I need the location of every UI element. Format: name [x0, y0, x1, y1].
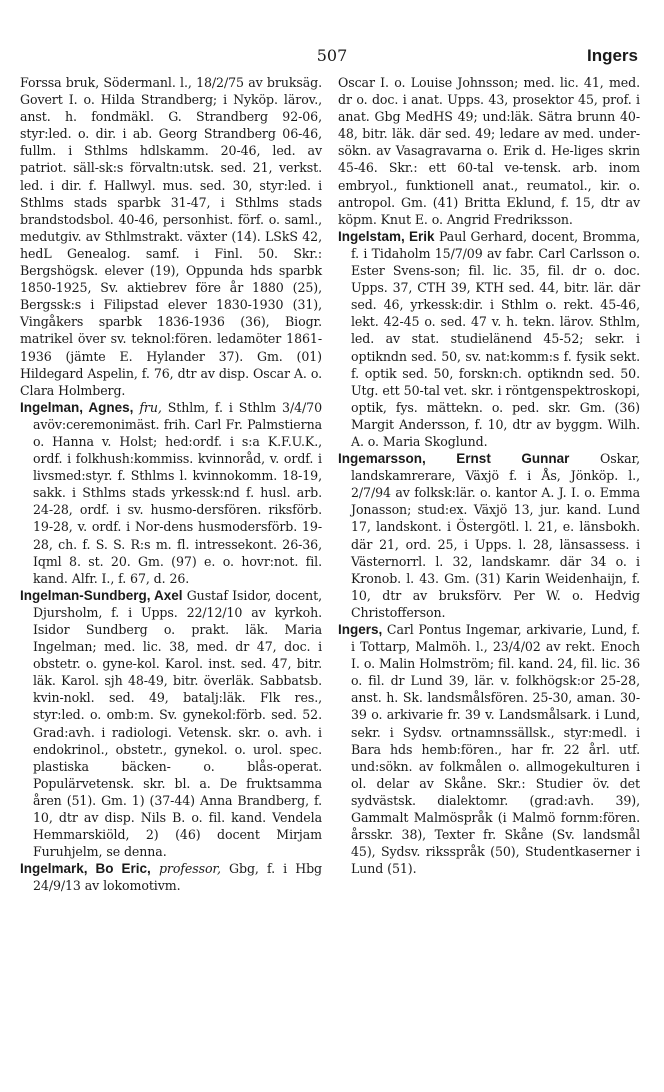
entry-text: Oskar, landskamrerare, Växjö f. i Ås, Jönköp. l., 2/7/94 av folksk:lär. o. kantor A. J. I. o. Emma Jonasson; stud:ex. Växjö 13, jur. kand. Lund 17, landskont. i Östergötl. l. 21, e. länsbokh. där 21, ord. 25, i Upps. l. 28, länsassess. i Västernorrl. l. 32, landskamr. där 34 o. i Kronob. l. 43. Gm. (31) Karin Weidenhaijn, f. 10, dtr av bruksförv. Per W. o. Hedvig Christofferson. — [351, 451, 640, 620]
entry-headword: Ingelman, Agnes, — [20, 399, 134, 415]
entry-ingemarsson — [338, 450, 640, 621]
entry-text: Gustaf Isidor, docent, Djursholm, f. i Upps. 22/12/10 av kyrkoh. Isidor Sundberg o. prakt. läk. Maria Ingelman; med. lic. 38, med. dr 47, doc. i obstetr. o. gyne-kol. Karol. inst. sed. 47, bitr. läk. Karol. sjh 48-49, bitr. överläk. Sabbatsb. kvin-nokl. sed. 49, batalj:läk. Flk res., styr:led. o. omb:m. Sv. gynekol:förb. sed. 52. Grad:avh. i radiologi. Vetensk. skr. o. avh. i endokrinol., obstetr., gynekol. o. urol. spec. plastiska bäcken- o. blås-operat. Populärvetensk. skr. bl. a. De fruktsamma åren (51). Gm. 1) (37-44) Anna Brandberg, f. 10, dtr av disp. Nils B. o. fil. kand. Vendela Hemmarskiöld, 2) (46) docent Mirjam Furuhjelm, se denna. — [33, 587, 322, 860]
entry-occupation: fru, — [139, 399, 162, 415]
right-column — [338, 74, 640, 877]
entry-headword: Ingemarsson, Ernst Gunnar — [338, 451, 570, 467]
entry-text: Paul Gerhard, docent, Bromma, f. i Tidaholm 15/7/09 av fabr. Carl Carlsson o. Ester Svens-son; fil. lic. 35, fil. dr o. doc. Upps. 37, CTH 39, KTH sed. 44, bitr. lär. där sed. 46, yrkessk:dir. i Sthlm o. rekt. 45-46, lekt. 42-45 o. sed. 47 v. h. tekn. lärov. Sthlm, led. av stat. studielänend 45-52; sekr. i optikndn sed. 50, sv. nat:komm:s f. fysik sekt. f. optik sed. 50, forskn:ch. optikndn sed. 50. Utg. ett 50-tal vet. skr. i röntgenspektroskopi, optik, fys. mättekn. o. ped. skr. Gm. (36) Margit Andersson, f. 10, dtr av byggm. Wilh. A. o. Maria Skoglund. — [351, 228, 641, 449]
entry-headword: Ingelstam, Erik — [338, 228, 435, 244]
entry-text: Gbg, f. i Hbg 24/9/13 av lokomotivm. — [33, 861, 323, 894]
entry-occupation: professor, — [158, 861, 221, 877]
entry-ingelmark — [20, 860, 322, 894]
entry-headword: Ingelman-Sundberg, Axel — [20, 587, 183, 603]
entry-headword: Ingelmark, Bo Eric, — [20, 861, 151, 877]
continued-entry: Oscar I. o. Louise Johnsson; med. lic. 41, med. dr o. doc. i anat. Upps. 43, prosektor 45, prof. i anat. Gbg MedHS 49; und:läk. Sätra brunn 40-48, bitr. läk. där sed. 49; ledare av med. under-sökn. av Vasagravarna o. Erik d. He-liges skrin 45-46. Skr.: ett 60-tal ve-tensk. arb. inom embryol., funktionell anat., reumatol., kir. o. antropol. Gm. (41) Britta Eklund, f. 15, dtr av köpm. Knut E. o. Angrid Fredriksson. — [338, 75, 640, 227]
running-head: Ingers — [586, 46, 638, 65]
entry-headword: Ingers, — [338, 622, 383, 637]
entry-ingers — [338, 621, 640, 877]
left-column — [20, 74, 322, 895]
entry-text: Carl Pontus Ingemar, arkivarie, Lund, f. i Tottarp, Malmöh. l., 23/4/02 av rekt. Enoch I. o. Malin Holmström; fil. kand. 24, fil. lic. 36 o. fil. dr Lund 39, lär. v. folkhögsk:or 25-28, anst. h. Sk. landsmålsfören. 25-30, aman. 30-39 o. arkivarie fr. 39 v. Landsmålsark. i Lund, sekr. i Sydsv. ortnamnssällsk., styr:medl. i Bara hds hemb:fören., har fr. 22 årl. utf. und:sökn. av folkmålen o. allmogekulturen i ol. delar av Skåne. Skr.: Studier öv. det sydvästsk. dialektomr. (grad:avh. 39), Gammalt Malmöspråk (i Malmö fornm:fören. årsskr. 38), Texter fr. Skåne (Sv. landsmål 45), Sydsv. riksspråk (50), Studentkaserner i Lund (51). — [351, 622, 641, 877]
entry-ingelman-agnes — [20, 399, 322, 587]
entry-ingelman-sundberg — [20, 587, 322, 861]
entry-text: Sthlm, f. i Sthlm 3/4/70 avöv:ceremonimäst. frih. Carl Fr. Palmstierna o. Hanna v. Holst; hed:ordf. i s:a K.F.U.K., ordf. i folkhush:kommiss. kvinnoråd, v. ordf. i livsmed:styr. f. Sthlms l. kvinnokomm. 18-19, sakk. i Sthlms stads yrkessk:nd f. husl. arb. 24-28, ordf. i sv. husmo-dersfören. riksförb. 19-28, v. ordf. i Nor-dens husmodersförb. 19-28, ch. f. S. S. R:s m. fl. intressekont. 26-36, Iqml 8. st. 20. Gm. (97) e. o. hovr:not. fil. kand. Alfr. I., f. 67, d. 26. — [33, 399, 322, 586]
continued-entry: Forssa bruk, Södermanl. l., 18/2/75 av bruksäg. Govert I. o. Hilda Strandberg; i Nyköp. lärov., anst. h. fondmäkl. G. Strandberg 92-06, styr:led. o. dir. i ab. Georg Strandberg 06-46, fullm. i Sthlms hdlskamm. 20-46, led. av patriot. säll-sk:s förvaltn:utsk. sed. 21, verkst. led. i dir. f. Hallwyl. mus. sed. 30, styr:led. i Sthlms stads sparbk 31-47, i Sthlms stads brandstodsbol. 40-46, personhist. förf. o. saml., medutgiv. av Sthlmstrakt. växter (14). LSkS 42, hedL Genealog. samf. i Finl. 50. Skr.: Bergshögsk. elever (19), Oppunda hds sparbk 1850-1925, Sv. aktiebrev före år 1880 (25), Bergssk:s i Filipstad elever 1830-1930 (31), Vingåkers sparbk 1836-1936 (36), Biogr. matrikel över sv. teknol:fören. ledamöter 1861-1936 (jämte E. Hylander 37). Gm. (01) Hildegard Aspelin, f. 76, dtr av disp. Oscar A. o. Clara Holmberg. — [20, 75, 322, 398]
entry-ingelstam — [338, 228, 640, 450]
page-number: 507 — [316, 46, 348, 65]
